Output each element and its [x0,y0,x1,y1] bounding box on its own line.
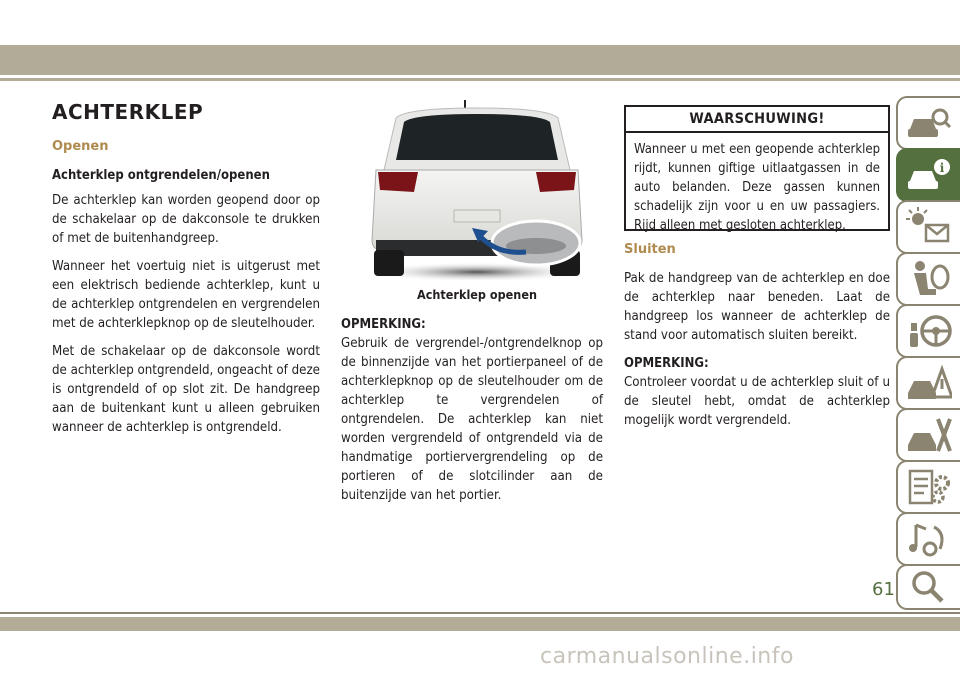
warning-light-message-icon [906,207,952,247]
open-paragraph-2: Wanneer het voertuig niet is uitgerust met een elektrisch bediende achterklep, kunt u de achterklep ontgrendelen en vergrendelen met de achterklepknop op de sleutelhouder. [52,259,320,331]
open-paragraph-3: Met de schakelaar op de dakconsole wordt de achterklep ontgrendeld, ongeacht of deze is ontgrendeld of op slot zit. De handgreep aan de buitenkant kunt u alleen gebruiken wanneer de achterklep is ontgrendeld. [52,344,320,435]
car-service-tools-icon [906,415,952,455]
watermark: carmanualsonline.info [540,644,794,669]
section-title: ACHTERKLEP [52,100,204,124]
multimedia-icon [906,519,952,559]
footer-band [0,612,960,632]
tab-search[interactable] [896,564,960,610]
note-2-text: Controleer voordat u de achterklep sluit of u de sleutel hebt, omdat de achterklep mogelijk wordt vergrendeld. [624,375,890,428]
close-paragraph: Pak de handgreep van de achterklep en doe de achterklep naar beneden. Laat de handgreep los wanneer de achterklep de stand voor automatisch sluiten bereikt. [624,271,890,343]
open-subheading: Achterklep ontgrendelen/openen [52,168,270,183]
open-heading: Openen [52,139,109,154]
warning-box [624,105,890,231]
page-number: 61 [872,579,895,600]
tab-driving[interactable] [896,304,960,358]
close-heading: Sluiten [624,242,676,257]
tab-multimedia[interactable] [896,512,960,566]
tab-car-info[interactable] [896,148,960,202]
specifications-gear-icon [906,467,952,507]
roadside-warning-icon [906,363,952,403]
car-search-icon [906,103,952,143]
svg-text:i: i [939,161,945,175]
note-1-label: OPMERKING: [341,317,426,332]
header-rule [0,78,960,81]
airbag-seat-icon [906,259,952,299]
tab-service[interactable] [896,408,960,462]
left-column [52,137,320,446]
right-column [624,240,890,439]
liftgate-photo [366,100,588,280]
search-icon [906,567,952,607]
tab-warning-lights[interactable] [896,200,960,254]
note-1-text: Gebruik de vergrendel-/ontgrendelknop op de binnenzijde van het portierpaneel of de achterklepknop op de sleutelhouder om de achterklep te vergrendelen of ontgrendelen. De achterklep kan niet worden vergrendeld of ontgrendeld via de handmatige portiervergrendeling op de portieren of de slotcilinder aan de buitenzijde van het portier. [341,336,603,503]
open-paragraph-1: De achterklep kan worden geopend door op de schakelaar op de dakconsole te drukken of met de buitenhandgreep. [52,193,320,246]
note-2-label: OPMERKING: [624,356,709,371]
tab-safety[interactable] [896,252,960,306]
tab-car-search[interactable] [896,96,960,150]
header-bar [0,45,960,75]
warning-text: Wanneer u met een geopende achterklep rijdt, kunnen giftige uitlaatgassen in de auto belanden. Deze gassen kunnen schadelijk zijn voor u en uw passagiers. Rijd alleen met gesloten achterklep. [634,142,880,233]
liftgate-illustration [366,100,588,280]
middle-column [341,315,603,514]
tab-specifications[interactable] [896,460,960,514]
warning-title: WAARSCHUWING! [626,107,888,133]
car-info-icon [906,155,952,195]
tab-emergency[interactable] [896,356,960,410]
steering-wheel-icon [906,311,952,351]
figure-caption: Achterklep openen [417,287,537,302]
